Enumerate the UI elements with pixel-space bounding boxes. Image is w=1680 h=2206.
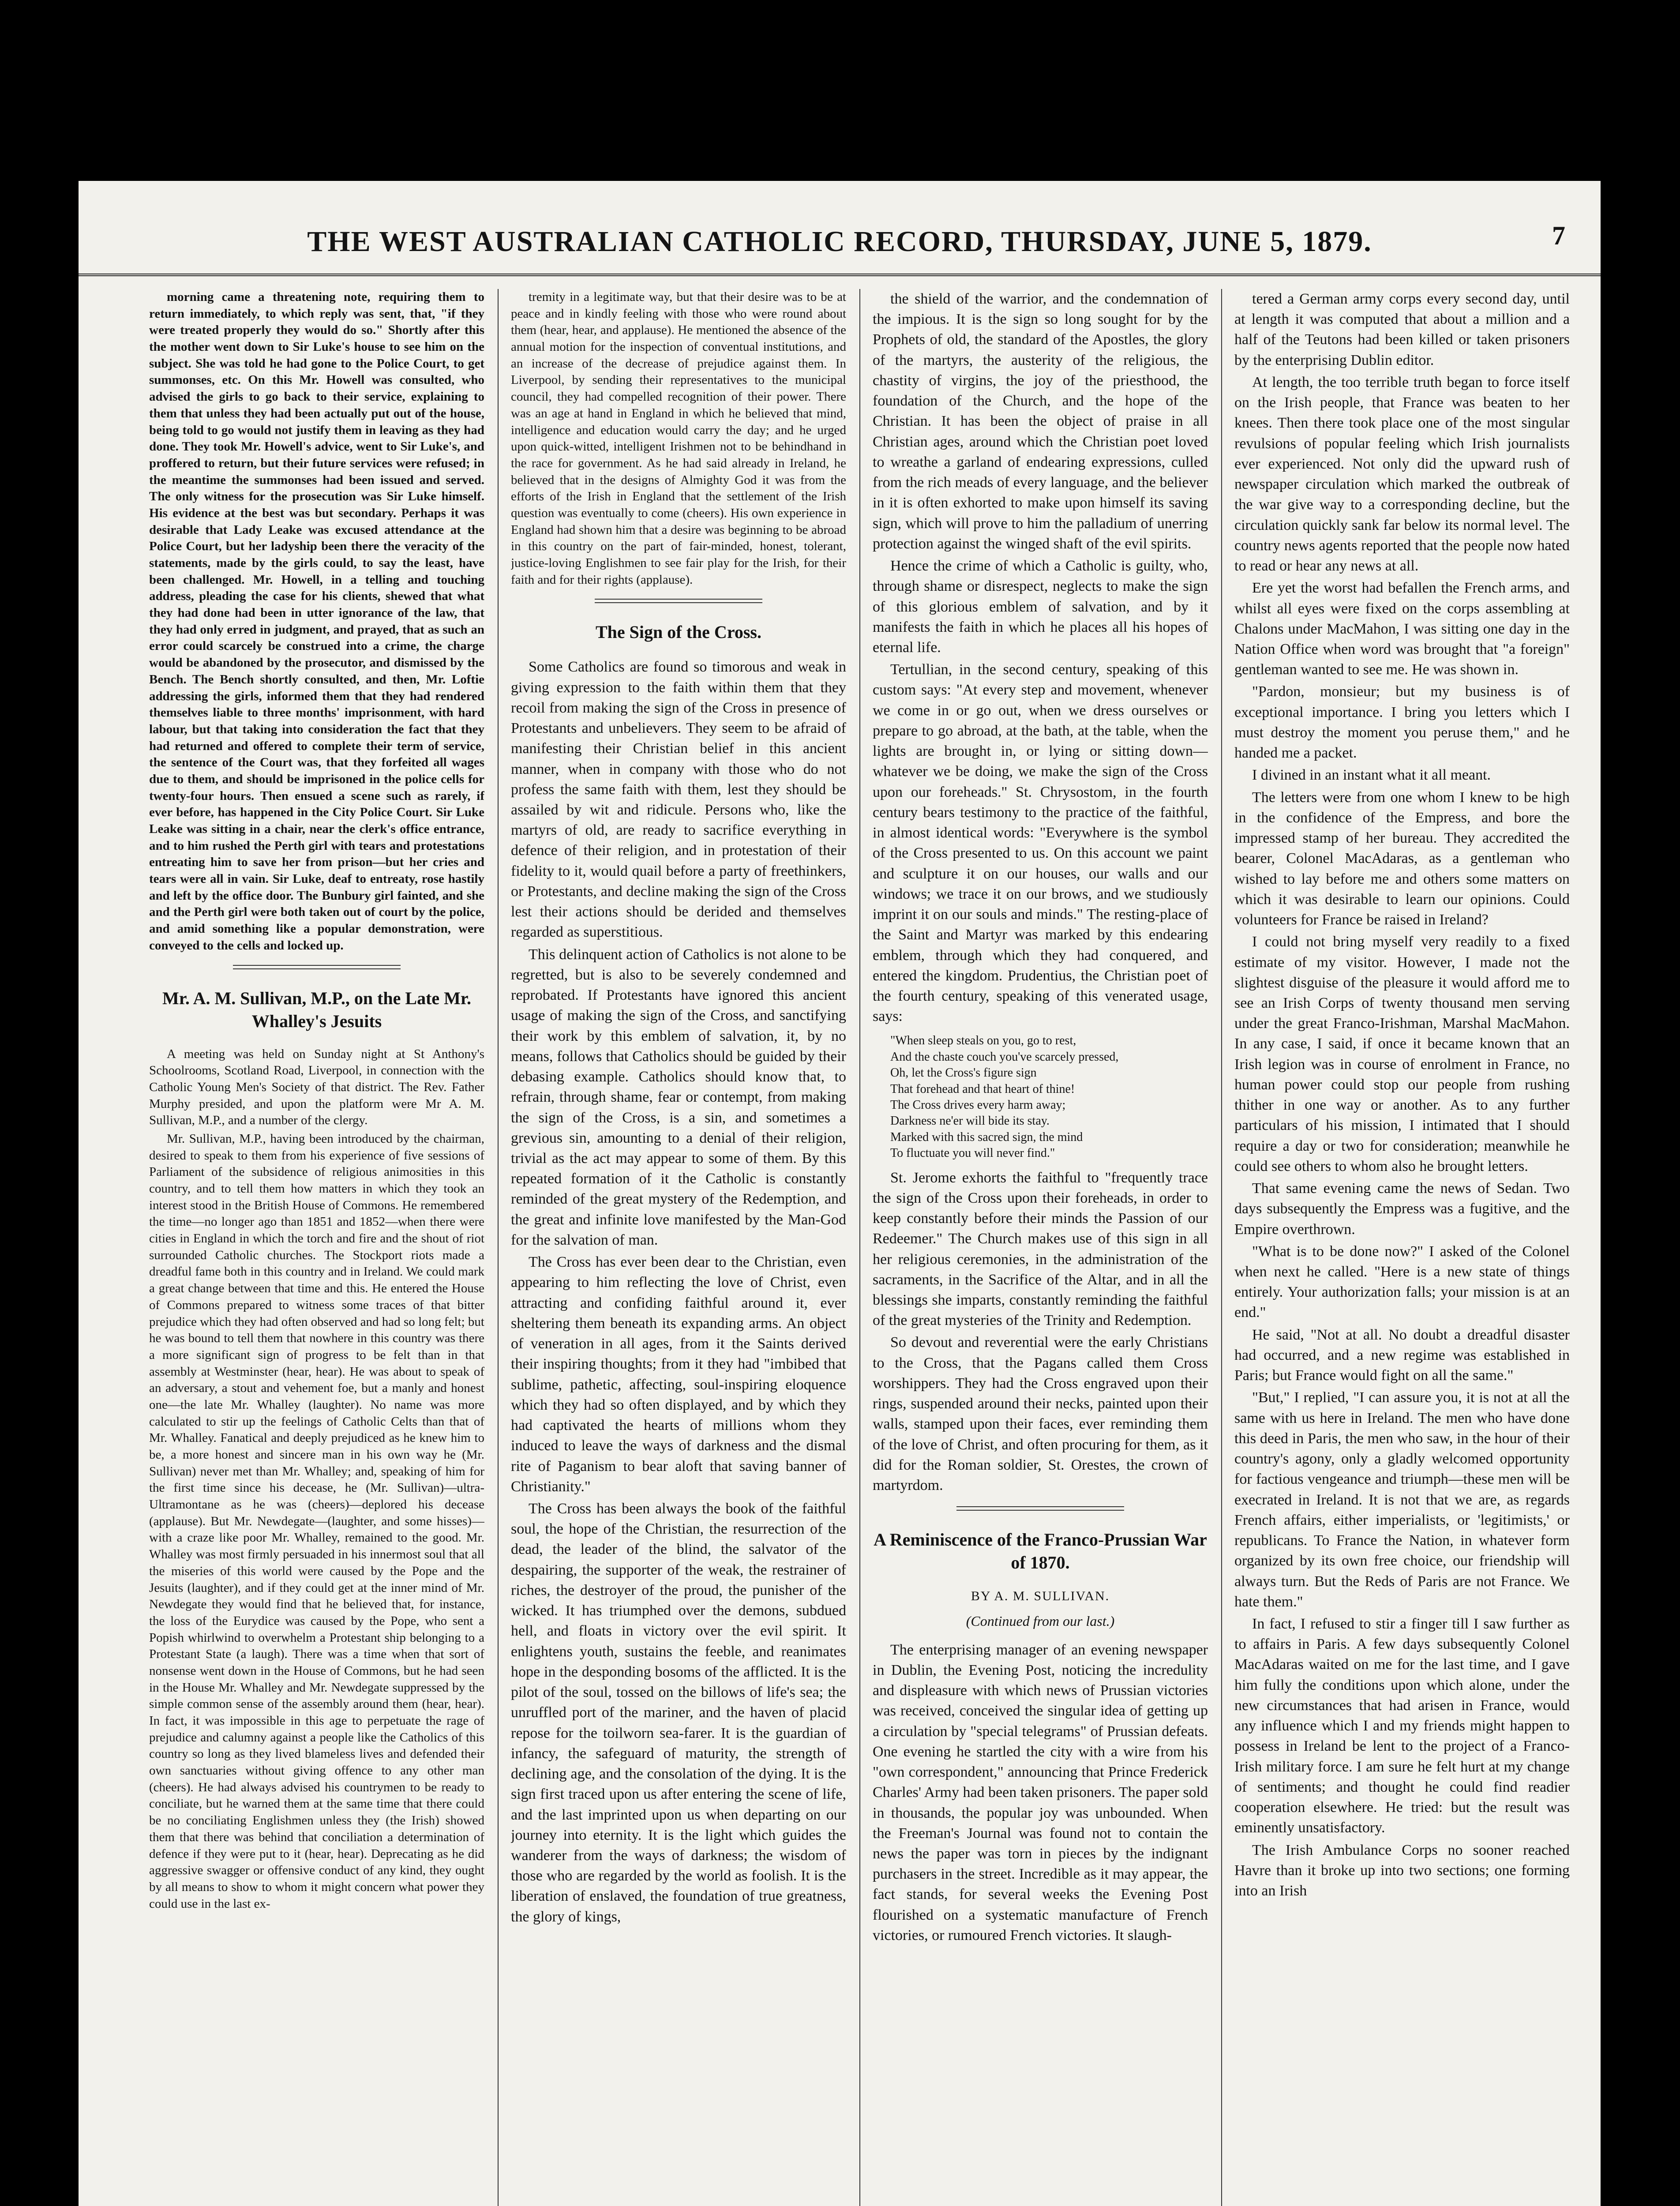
column-divider <box>1221 289 1222 2206</box>
article-paragraph: The Cross has been always the book of the faithful soul, the hope of the Christian, the resurrection of the dead, the leader of the blind, the salvator of the despairing, the supporter of the weak, the restrainer of riches, the destroyer of the proud, the punisher of the wicked. It has triumphed over the demons, subdued hell, and floats in victory over the evil spirit. It enlightens youth, sustains the feeble, and reanimates hope in the desponding bosoms of the afflicted. It is the pilot of the soul, tossed on the billows of life's sea; the unruffled port of the mariner, and the haven of placid repose for the toilworn sea-farer. It is the guardian of infancy, the safeguard of maturity, the strength of declining age, and the consolation of the dying. It is the sign first traced upon us after entering the scene of life, and the last imprinted upon us when departing on our journey into eternity. It is the light which guides the wanderer from the ways of darkness; the wisdom of those who are regarded by the world as foolish. It is the liberation of enslaved, the foundation of true greatness, the glory of kings, <box>511 1500 846 1925</box>
section-divider <box>233 965 401 969</box>
article-paragraph: In fact, I refused to stir a finger till I saw further as to affairs in Paris. A few days subsequently Colonel MacAdaras waited on me for the last time, and I gave him fully the conditions upon which alone, under the new circumstances that had arisen in France, would any influence which I and my friends might happen to possess in Ireland be lent to the project of a Franco-Irish military force. I am sure he felt hurt at my change of sentiments; and thought he could find readier cooperation elsewhere. He tried: but the result was eminently unsatisfactory. <box>1234 1616 1570 1836</box>
verse-line: "When sleep steals on you, go to rest, <box>890 1034 1076 1048</box>
article-paragraph: "What is to be done now?" I asked of the Colonel when next he called. "Here is a new state of things entirely. Your authorization falls; your mission is at an end." <box>1234 1243 1570 1321</box>
section-divider <box>956 1506 1124 1511</box>
article-paragraph: "Pardon, monsieur; but my business is of exceptional importance. I bring you letters which I must destroy the moment you peruse them," and he handed me a packet. <box>1234 683 1570 762</box>
verse-line: To fluctuate you will never find." <box>890 1146 1055 1160</box>
article-paragraph: Hence the crime of which a Catholic is guilty, who, through shame or disrespect, neglects to make the sign of this glorious emblem of salvation, and by it manifests the faith in which he places all his hopes of eternal life. <box>873 558 1208 656</box>
article-paragraph: Mr. Sullivan, M.P., having been introduced by the chairman, desired to speak to them from his experience of five sessions of Parliament of the subsidence of religious animosities in this country, and to tell them how matters in which they took an interest stood in the British House of Commons. He remembered the time—no longer ago than 1851 and 1852—when there were cities in England in which the torch and fire and the shout of riot surrounded Catholic churches. The Stockport riots made a dreadful fame both in this country and in Ireland. We could mark a great change between that time and this. He entered the House of Commons prepared to witness some traces of that bitter prejudice which they had often observed and had so long felt; but he was bound to tell them that nowhere in this country was there a more significant sign of progress to be felt than in that assembly at Westminster (hear, hear). He was about to speak of an adversary, a stout and vehement foe, but a manly and honest one—the late Mr. Whalley (laughter). No name was more calculated to stir up the feelings of Catholic Celts than that of Mr. Whalley. Fanatical and deeply prejudiced as he knew him to be, a more honest and sincere man in his own way he (Mr. Sullivan) never met than Mr. Whalley; and, speaking of him for the first time since his decease, he (Mr. Sullivan)—ultra-Ultramontane as he was (cheers)—deplored his decease (applause). But Mr. Newdegate—(laughter, and some hisses)—with a craze like poor Mr. Whalley, remained to the good. Mr. Whalley was most firmly persuaded in his innermost soul that all the miseries of this world were caused by the Pope and the Jesuits (laughter), and if they could get at the inner mind of Mr. Newdegate they would find that he believed that, for instance, the loss of the Eurydice was caused by the Pope, who sent a Popish whirlwind to overwhelm a Protestant ship belonging to a Protestant State (a laugh). There was a time when that sort of nonsense went down in the House of Commons, but he had seen in the House Mr. Whalley and Mr. Newdegate suppressed by the simple common sense of the assembly around them (hear, hear). In fact, it was impossible in this age to perpetuate the rage of prejudice and calumny against a people like the Catholics of this country so long as they lived blameless lives and defended their own sanctuaries without giving offence to any other man (cheers). He had always advised his countrymen to be ready to conciliate, but he warned them at the same time that there could be no conciliating Englishmen unless they (the Irish) showed them that there was behind that conciliation a determination of defence if they were put to it (hear, hear). Deprecating as he did aggressive swagger or offensive conduct of any kind, they ought by all means to show to whom it might concern what power they could use in the last ex- <box>149 1131 484 1911</box>
article-paragraph: tremity in a legitimate way, but that their desire was to be at peace and in kindly feeling with those who were round about them (hear, hear, and applause). He mentioned the absence of the annual motion for the inspection of conventual institutions, and an increase of the decrease of prejudice against them. In Liverpool, by sending their representatives to the municipal council, they had compelled recognition of their power. There was an age at hand in England in which he believed that mind, intelligence and education would carry the day; and he urged upon quick-witted, intelligent Irishmen not to be behindhand in the race for government. As he had said already in Ireland, he believed that in the designs of Almighty God it was from the efforts of the Irish in England that the settlement of the Irish question was eventually to come (cheers). His own experience in England had shown him that a desire was beginning to be abroad in this country on the part of fair-minded, honest, tolerant, justice-loving Englishmen to see fair play for the Irish, for their faith and for their rights (applause). <box>511 290 846 587</box>
verse-quote <box>890 1033 1208 1161</box>
verse-line: Darkness ne'er will bide its stay. <box>890 1114 1050 1128</box>
article-paragraph: The enterprising manager of an evening newspaper in Dublin, the Evening Post, noticing the incredulity and displeasure with which news of Prussian victories was received, conceived the singular idea of getting up a circulation by "special telegrams" of Prussian defeats. One evening he startled the city with a wire from his "own correspondent," announcing that Prince Frederick Charles' Army had been taken prisoners. The paper sold in thousands, the popular joy was unbounded. When the Freeman's Journal was found not to contain the news the paper was torn in pieces by the indignant purchasers in the street. Incredible as it may appear, the fact stands, for several weeks the Evening Post flourished on a systematic manufacture of French victories, or rumoured French victories. It slaugh- <box>873 1641 1208 1943</box>
column-divider <box>859 289 860 2206</box>
verse-line: Marked with this sacred sign, the mind <box>890 1130 1083 1144</box>
column-1 <box>149 289 484 2206</box>
section-divider <box>595 599 762 603</box>
article-paragraph: Some Catholics are found so timorous and weak in giving expression to the faith within them that they recoil from making the sign of the Cross in presence of Protestants and unbelievers. They seem to be afraid of manifesting their Christian belief in this ancient manner, when in company with those who do not profess the same faith with them, lest they should be assailed by wit and ridicule. Persons who, like the martyrs of old, are ready to sacrifice everything in defence of their religion, and in protestation of their fidelity to it, would quail before a party of freethinkers, or Protestants, and decline making the sign of the Cross lest their actions should be derided and themselves regarded as superstitious. <box>511 659 846 941</box>
article-paragraph: So devout and reverential were the early Christians to the Cross, that the Pagans called them Cross worshippers. They had the Cross engraved upon their rings, suspended around their necks, painted upon their walls, stamped upon their faces, ever reminding them of the love of Christ, and often procuring for them, as it did for the Roman soldier, St. Orestes, the crown of martyrdom. <box>873 1334 1208 1494</box>
article-paragraph: He said, "Not at all. No doubt a dreadful disaster had occurred, and a new regime was established in Paris; but France would fight on all the same." <box>1234 1326 1570 1384</box>
article-paragraph: tered a German army corps every second day, until at length it was computed that about a million and a half of the Teutons had been killed or taken prisoners by the enterprising Dublin editor. <box>1234 291 1570 368</box>
continued-note: (Continued from our last.) <box>966 1613 1115 1629</box>
column-divider <box>498 289 499 2206</box>
article-paragraph: the shield of the warrior, and the condemnation of the impious. It is the sign so long sought for by the Prophets of old, the standard of the Apostles, the glory of the martyrs, the austerity of the religious, the chastity of virgins, the joy of the priesthood, the foundation of the Church, and the hope of the Christian. It has been the object of praise in all Christian ages, around which the Christian poet loved to wreathe a garland of endearing expressions, culled from the rich meads of every language, and the believer in it is often exhorted to make upon himself its saving sign, which will prove to him the palladium of unerring protection against the winged shaft of the evil spirits. <box>873 291 1208 552</box>
column-3 <box>873 289 1208 2206</box>
verse-line: The Cross drives every harm away; <box>890 1098 1066 1112</box>
verse-line: And the chaste couch you've scarcely pressed, <box>890 1050 1119 1064</box>
page-number: 7 <box>1552 221 1565 250</box>
article-byline: BY A. M. SULLIVAN. <box>971 1589 1110 1604</box>
article-paragraph: That same evening came the news of Sedan. Two days subsequently the Empress was a fugitive, and the Empire overthrown. <box>1234 1180 1570 1238</box>
article-headline: Mr. A. M. Sullivan, M.P., on the Late Mr. Whalley's Jesuits <box>162 988 472 1031</box>
column-2 <box>511 289 846 2206</box>
article-paragraph: The Irish Ambulance Corps no sooner reached Havre than it broke up into two sections; one forming into an Irish <box>1234 1842 1570 1899</box>
page-title: THE WEST AUSTRALIAN CATHOLIC RECORD, THURSDAY, JUNE 5, 1879. <box>307 225 1372 258</box>
article-paragraph: I could not bring myself very readily to a fixed estimate of my visitor. However, I made not the slightest disguise of the pleasure it would afford me to see an Irish Corps of twenty thousand men serving under the great Franco-Irishman, Marshal MacMahon. In any case, I said, if once it became known that an Irish legion was in course of enrolment in France, no human power could stop our people from rushing thither in one way or another. As to any further particulars of his mission, I intimated that I should require a day or two for consideration; meanwhile he could see others to whom also he brought letters. <box>1234 934 1570 1174</box>
article-paragraph: "But," I replied, "I can assure you, it is not at all the same with us here in Ireland. The men who have done this deed in Paris, the men who saw, in the hour of their country's agony, only a gladly welcomed opportunity for factious vengeance and triumph—these men will be execrated in Ireland. It is not that we are, as regards French affairs, either imperialists, or 'legitimists,' or republicans. To France the Nation, in whatever form organized by its own free choice, our friendship will always turn. But the Reds of Paris are not France. We hate them." <box>1234 1389 1570 1610</box>
article-paragraph: The letters were from one whom I knew to be high in the confidence of the Empress, and bore the impressed stamp of her bureau. They accredited the bearer, Colonel MacAdaras, as a gentleman who wished to lay before me and others some matters on which it was desirable to learn our opinions. Could volunteers for France be raised in Ireland? <box>1234 789 1570 928</box>
article-paragraph: At length, the too terrible truth began to force itself on the Irish people, that France was beaten to her knees. Then there took place one of the most singular revulsions of popular feeling which Irish journalists ever experienced. Not only did the upward rush of newspaper circulation which marked the outbreak of the war give way to a corresponding decline, but the circulation quickly sank far below its normal level. The country news agents reported that the people now hated to read or hear any news at all. <box>1234 374 1570 574</box>
article-paragraph: The Cross has ever been dear to the Christian, even appearing to him reflecting the love of Christ, even attracting and confiding faithful around it, ever sheltering them beneath its expanding arms. An object of veneration in all ages, from it the Saints derived their inspiring thoughts; from it they had "imbibed that sublime, pathetic, affecting, soul-inspiring eloquence which they had so often displayed, and by which they had captivated the hearts of millions whom they induced to leave the ways of darkness and the dismal rite of Paganism to bear aloft that saving banner of Christianity." <box>511 1254 846 1495</box>
article-paragraph: I divined in an instant what it all meant. <box>1252 767 1491 784</box>
column-4 <box>1234 289 1570 2206</box>
article-paragraph: Ere yet the worst had befallen the French arms, and whilst all eyes were fixed on the corps assembling at Chalons under MacMahon, I was sitting one day in the Nation Office when word was brought that "a foreign" gentleman wanted to see me. He was shown in. <box>1234 580 1570 678</box>
verse-line: That forehead and that heart of thine! <box>890 1082 1075 1096</box>
masthead <box>79 207 1601 276</box>
newspaper-page <box>79 181 1601 2206</box>
article-paragraph: Tertullian, in the second century, speaking of this custom says: "At every step and movement, whenever we come in or go out, when we dress ourselves or prepare to go abroad, at the bath, at the table, when the lights are brought in, or lying or sitting down—whatever we be doing, we make the sign of the Cross upon our foreheads." St. Chrysostom, in the fourth century bears testimony to the practice of the faithful, in almost identical words: "Everywhere is the symbol of the Cross presented to us. On this account we paint and sculpture it on our houses, our walls and our windows; we trace it on our brows, and we studiously imprint it on our souls and minds." The resting-place of the Saint and Martyr was marked by this endearing emblem, through which they had conquered, and entered the kingdom. Prudentius, the Christian poet of the fourth century, speaking of this venerated usage, says: <box>873 661 1208 1025</box>
verse-line: Oh, let the Cross's figure sign <box>890 1066 1037 1080</box>
article-headline: The Sign of the Cross. <box>596 622 761 642</box>
article-paragraph: This delinquent action of Catholics is not alone to be regretted, but is also to be severely condemned and reprobated. If Protestants have ignored this ancient usage of making the sign of the Cross, and sanctifying their work by this emblem of salvation, it, by no means, follows that Catholics should be guided by their debasing example. Catholics should know that, to refrain, through shame, fear or contempt, from making the sign of the Cross, is a sin, and sometimes a grevious sin, amounting to a denial of their religion, trivial as the act may appear to some of them. By this repeated formation of it the Catholic is constantly reminded of the great mystery of the Redemption, and the great and infinite love manifested by the Man-God for the salvation of man. <box>511 946 846 1248</box>
article-headline: A Reminiscence of the Franco-Prussian War of 1870. <box>874 1530 1207 1573</box>
article-paragraph: A meeting was held on Sunday night at St Anthony's Schoolrooms, Scotland Road, Liverpool, in connection with the Catholic Young Men's Society of that district. The Rev. Father Murphy presided, and upon the platform were Mr A. M. Sullivan, M.P., and a number of the clergy. <box>149 1047 484 1128</box>
article-paragraph: St. Jerome exhorts the faithful to "frequently trace the sign of the Cross upon their foreheads, in order to keep constantly before their minds the Passion of our Redeemer." The Church makes use of this sign in all her religious ceremonies, in the administration of the sacraments, in the Sacrifice of the Altar, and in all the blessings she imparts, constantly reminding the faithful of the great mysteries of the Trinity and Redemption. <box>873 1169 1208 1329</box>
article-paragraph: morning came a threatening note, requiring them to return immediately, to which reply was sent, that, "if they were treated properly they would do so." Shortly after this the mother went down to Sir Luke's house to see him on the subject. She was told he had gone to the Police Court, to get summonses, etc. On this Mr. Howell was consulted, who advised the girls to go back to their service, explaining to them that unless they had been actually put out of the house, being told to go would not justify them in leaving as they had done. They took Mr. Howell's advice, went to Sir Luke's, and proffered to return, but their future services were refused; in the meantime the summonses had been issued and served. The only witness for the prosecution was Sir Luke himself. His evidence at the best was but secondary. Perhaps it was desirable that Lady Leake was excused attendance at the Police Court, but her ladyship been there the veracity of the statements, made by the girls could, to say the least, have been challenged. Mr. Howell, in a telling and touching address, pleading the case for his clients, shewed that what they had done had been in utter ignorance of the law, that they had only erred in judgment, and prayed, that as such an error could scarcely be construed into a crime, the charge would be abandoned by the prosecutor, and dismissed by the Bench. The Bench shortly consulted, and then, Mr. Loftie addressing the girls, informed them that they had rendered themselves liable to three months' imprisonment, with hard labour, but that taking into consideration the fact that they had returned and offered to complete their term of service, the sentence of the Court was, that they forfeited all wages due to them, and should be imprisoned in the police cells for twenty-four hours. Then ensued a scene such as rarely, if ever before, has happened in the City Police Court. Sir Luke Leake was sitting in a chair, near the clerk's office entrance, and to him rushed the Perth girl with tears and protestations entreating him to save her from prison—but her cries and tears were all in vain. Sir Luke, deaf to entreaty, rose hastily and left by the office door. The Bunbury girl fainted, and she and the Perth girl were both taken out of court by the police, and amid something like a popular demonstration, were conveyed to the cells and locked up. <box>149 290 484 953</box>
